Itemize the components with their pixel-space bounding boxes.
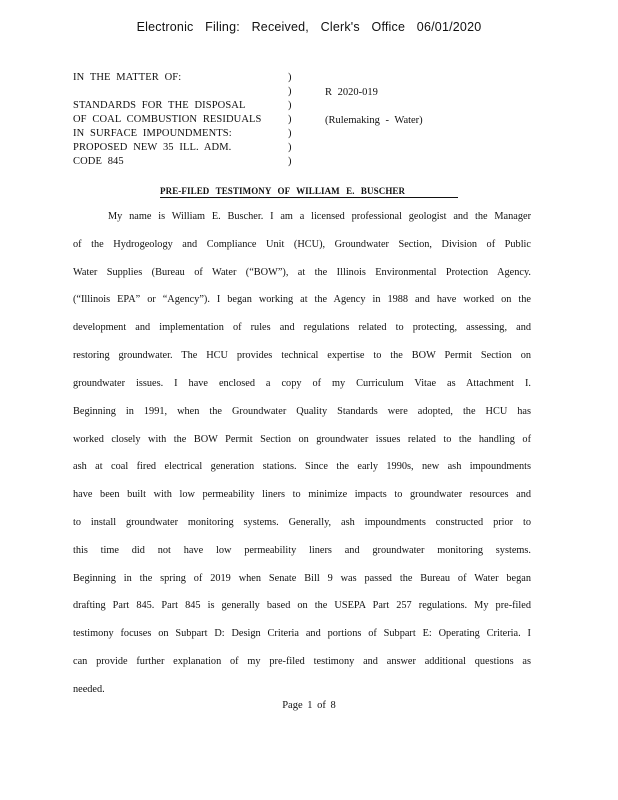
body-line: can provide further explanation of my pre-filed testimony and answer additional questions as — [73, 656, 531, 667]
body-line: Water Supplies (Bureau of Water (“BOW”), at the Illinois Environmental Protection Agency. — [73, 267, 531, 278]
caption-line: CODE 845 — [73, 156, 124, 167]
body-line: development and implementation of rules and regulations related to protecting, assessing, and — [73, 322, 531, 333]
body-line: Beginning in 1991, when the Groundwater Quality Standards were adopted, the HCU has — [73, 406, 531, 417]
page-number: Page 1 of 8 — [282, 700, 336, 711]
body-line: Beginning in the spring of 2019 when Senate Bill 9 was passed the Bureau of Water began — [73, 573, 531, 584]
caption-paren: ) — [288, 114, 292, 125]
body-line: My name is William E. Buscher. I am a licensed professional geologist and the Manager — [108, 211, 531, 222]
caption-paren: ) — [288, 100, 292, 111]
caption-line: IN SURFACE IMPOUNDMENTS: — [73, 128, 232, 139]
filing-stamp-header: Electronic Filing: Received, Clerk's Office 06/01/2020 — [136, 20, 482, 34]
body-line: this time did not have low permeability liners and groundwater monitoring systems. — [73, 545, 531, 556]
body-line: of the Hydrogeology and Compliance Unit (HCU), Groundwater Section, Division of Public — [73, 239, 531, 250]
body-line: needed. — [73, 684, 105, 695]
caption-line: STANDARDS FOR THE DISPOSAL — [73, 100, 246, 111]
body-line: have been built with low permeability liners to minimize impacts to groundwater resources and — [73, 489, 531, 500]
body-line: (“Illinois EPA” or “Agency”). I began working at the Agency in 1988 and have worked on the — [73, 294, 531, 305]
caption-paren: ) — [288, 156, 292, 167]
caption-line: OF COAL COMBUSTION RESIDUALS — [73, 114, 262, 125]
body-line: groundwater issues. I have enclosed a copy of my Curriculum Vitae as Attachment I. — [73, 378, 531, 389]
case-number: R 2020-019 — [325, 87, 378, 98]
body-line: ash at coal fired electrical generation stations. Since the early 1990s, new ash impoundments — [73, 461, 531, 472]
caption-paren: ) — [288, 142, 292, 153]
caption-paren: ) — [288, 128, 292, 139]
body-line: worked closely with the BOW Permit Section on groundwater issues related to the handling of — [73, 434, 531, 445]
case-type: (Rulemaking - Water) — [325, 115, 423, 126]
caption-paren: ) — [288, 86, 292, 97]
body-line: restoring groundwater. The HCU provides technical expertise to the BOW Permit Section on — [73, 350, 531, 361]
caption-paren: ) — [288, 72, 292, 83]
body-line: drafting Part 845. Part 845 is generally based on the USEPA Part 257 regulations. My pre-filed — [73, 600, 531, 611]
caption-line: PROPOSED NEW 35 ILL. ADM. — [73, 142, 232, 153]
body-line: testimony focuses on Subpart D: Design Criteria and portions of Subpart E: Operating Criteria. I — [73, 628, 531, 639]
testimony-title: PRE-FILED TESTIMONY OF WILLIAM E. BUSCHER — [160, 186, 458, 198]
caption-line: IN THE MATTER OF: — [73, 72, 182, 83]
body-line: to install groundwater monitoring systems. Generally, ash impoundments constructed prior to — [73, 517, 531, 528]
